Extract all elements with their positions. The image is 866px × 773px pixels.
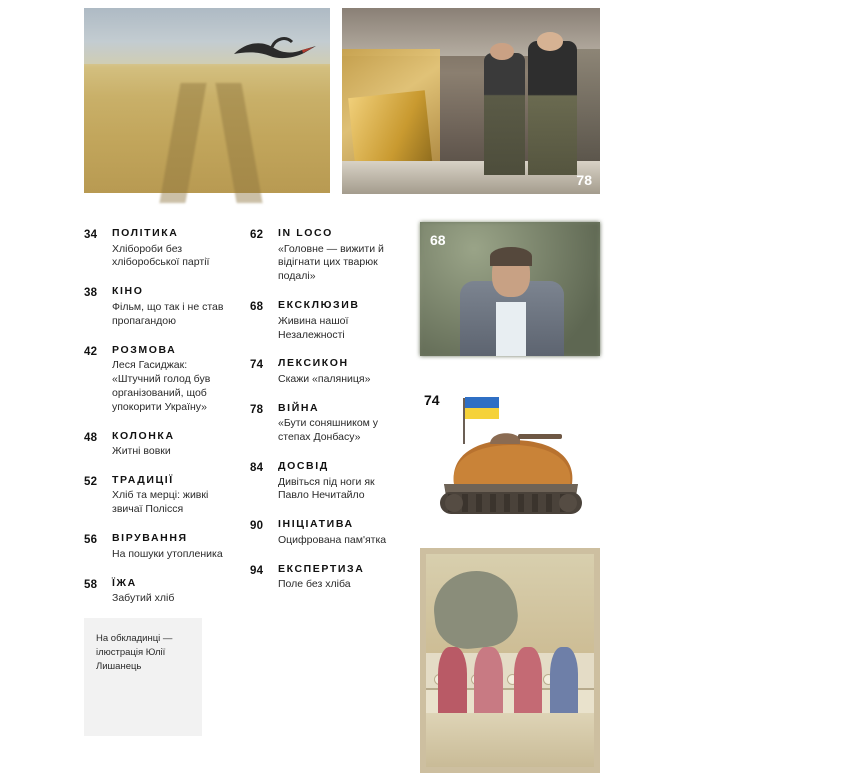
toc-category: ЕКСКЛЮЗИВ	[278, 299, 360, 312]
toc-page-number: 90	[250, 520, 264, 533]
field-track-left	[159, 83, 206, 203]
bread-tank-drawing	[420, 388, 600, 530]
toc-description: Хлібороби без хліборобської партії	[112, 242, 210, 269]
soldier-figure-left	[484, 53, 525, 176]
toc-page-number: 38	[84, 287, 98, 300]
toc-left-column	[84, 228, 224, 622]
toc-entry[interactable]	[250, 403, 390, 445]
toc-description: «Бути соняшником у степах Донбасу»	[278, 417, 379, 444]
toc-entry[interactable]	[84, 533, 224, 561]
page-number-medieval: 18	[850, 743, 866, 759]
soldier-figure-right	[528, 41, 577, 175]
toc-entry[interactable]	[84, 431, 224, 459]
page-number-tank: 74	[424, 392, 440, 408]
toc-entry[interactable]	[250, 228, 390, 284]
top-image-row	[0, 0, 600, 200]
toc-page-number: 78	[250, 403, 264, 416]
toc-category: КІНО	[112, 285, 144, 298]
toc-entry[interactable]	[250, 461, 390, 503]
toc-category: IN LOCO	[278, 227, 333, 239]
toc-entry[interactable]	[84, 578, 224, 606]
field-track-right	[215, 83, 262, 203]
toc-entry[interactable]	[250, 519, 390, 547]
toc-entry[interactable]	[84, 286, 224, 328]
toc-page-number: 42	[84, 345, 98, 358]
toc-description: Дивіться під ноги як Павло Нечитайло	[278, 475, 375, 502]
stork-icon	[232, 34, 318, 68]
toc-page-number: 68	[250, 301, 264, 314]
toc-category: КОЛОНКА	[112, 429, 175, 442]
toc-category: ЇЖА	[112, 576, 137, 589]
toc-description: Хліб та мерці: живкі звичаї Полісся	[112, 489, 209, 516]
toc-page-number: 52	[84, 475, 98, 488]
page-number-portrait: 68	[430, 232, 446, 248]
toc-page-number: 56	[84, 534, 98, 547]
toc-description: Живина нашої Незалежності	[278, 314, 349, 341]
toc-category: ПОЛІТИКА	[112, 227, 179, 239]
cover-credit-text: На обкладинці — ілюстрація Юлії Лишанець	[96, 633, 173, 672]
toc-page-number: 48	[84, 431, 98, 444]
toc-category: ТРАДИЦІЇ	[112, 473, 174, 486]
toc-page-number: 34	[84, 229, 98, 241]
cover-credit-box	[84, 618, 202, 736]
illustration-frame	[420, 548, 600, 773]
toc-page-number: 94	[250, 564, 264, 577]
medieval-illustration	[420, 548, 866, 773]
toc-category: ВІРУВАННЯ	[112, 532, 188, 545]
toc-page-number: 84	[250, 462, 264, 475]
toc-description: Поле без хліба	[278, 578, 351, 591]
wheat-field-photo	[84, 8, 330, 193]
toc-category: ДОСВІД	[278, 460, 329, 473]
soldier-head-right	[537, 32, 563, 51]
toc-description: «Головне — вижити й відігнати цих тварюк подалі»	[278, 242, 384, 283]
portrait-shirt	[496, 302, 527, 356]
portrait-hair	[490, 247, 531, 266]
toc-entry[interactable]	[84, 475, 224, 517]
toc-category: ЛЕКСИКОН	[278, 357, 349, 370]
toc-page-number: 62	[250, 229, 264, 241]
portrait-photo	[420, 222, 600, 356]
toc-description: Забутий хліб	[112, 592, 175, 605]
toc-description: Оцифрована пам'ятка	[278, 533, 387, 546]
toc-category: ЕКСПЕРТИЗА	[278, 562, 365, 575]
toc-description: Житні вовки	[112, 445, 171, 458]
toc-page-number: 74	[250, 359, 264, 372]
toc-description: Леся Гасиджак: «Штучний голод був організований, щоб упокорити Україну»	[112, 359, 211, 413]
toc-description: На пошуки утопленика	[112, 547, 223, 560]
page-number-market: 78	[576, 172, 592, 188]
soldier-head-left	[490, 43, 513, 60]
toc-entry[interactable]	[250, 300, 390, 342]
toc-category: ІНІЦІАТИВА	[278, 518, 354, 531]
toc-category: ВІЙНА	[278, 401, 320, 414]
toc-right-column	[250, 228, 390, 608]
toc-entry[interactable]	[250, 358, 390, 386]
toc-entry[interactable]	[250, 564, 390, 592]
market-photo	[342, 8, 600, 194]
toc-entry[interactable]	[84, 345, 224, 415]
toc-category: РОЗМОВА	[112, 343, 177, 356]
toc-entry[interactable]	[84, 228, 224, 270]
toc-description: Фільм, що так і не став пропагандою	[112, 300, 224, 327]
toc-page-number: 58	[84, 578, 98, 591]
tank-illustration	[420, 388, 600, 530]
toc-description: Скажи «паляниця»	[278, 372, 371, 385]
